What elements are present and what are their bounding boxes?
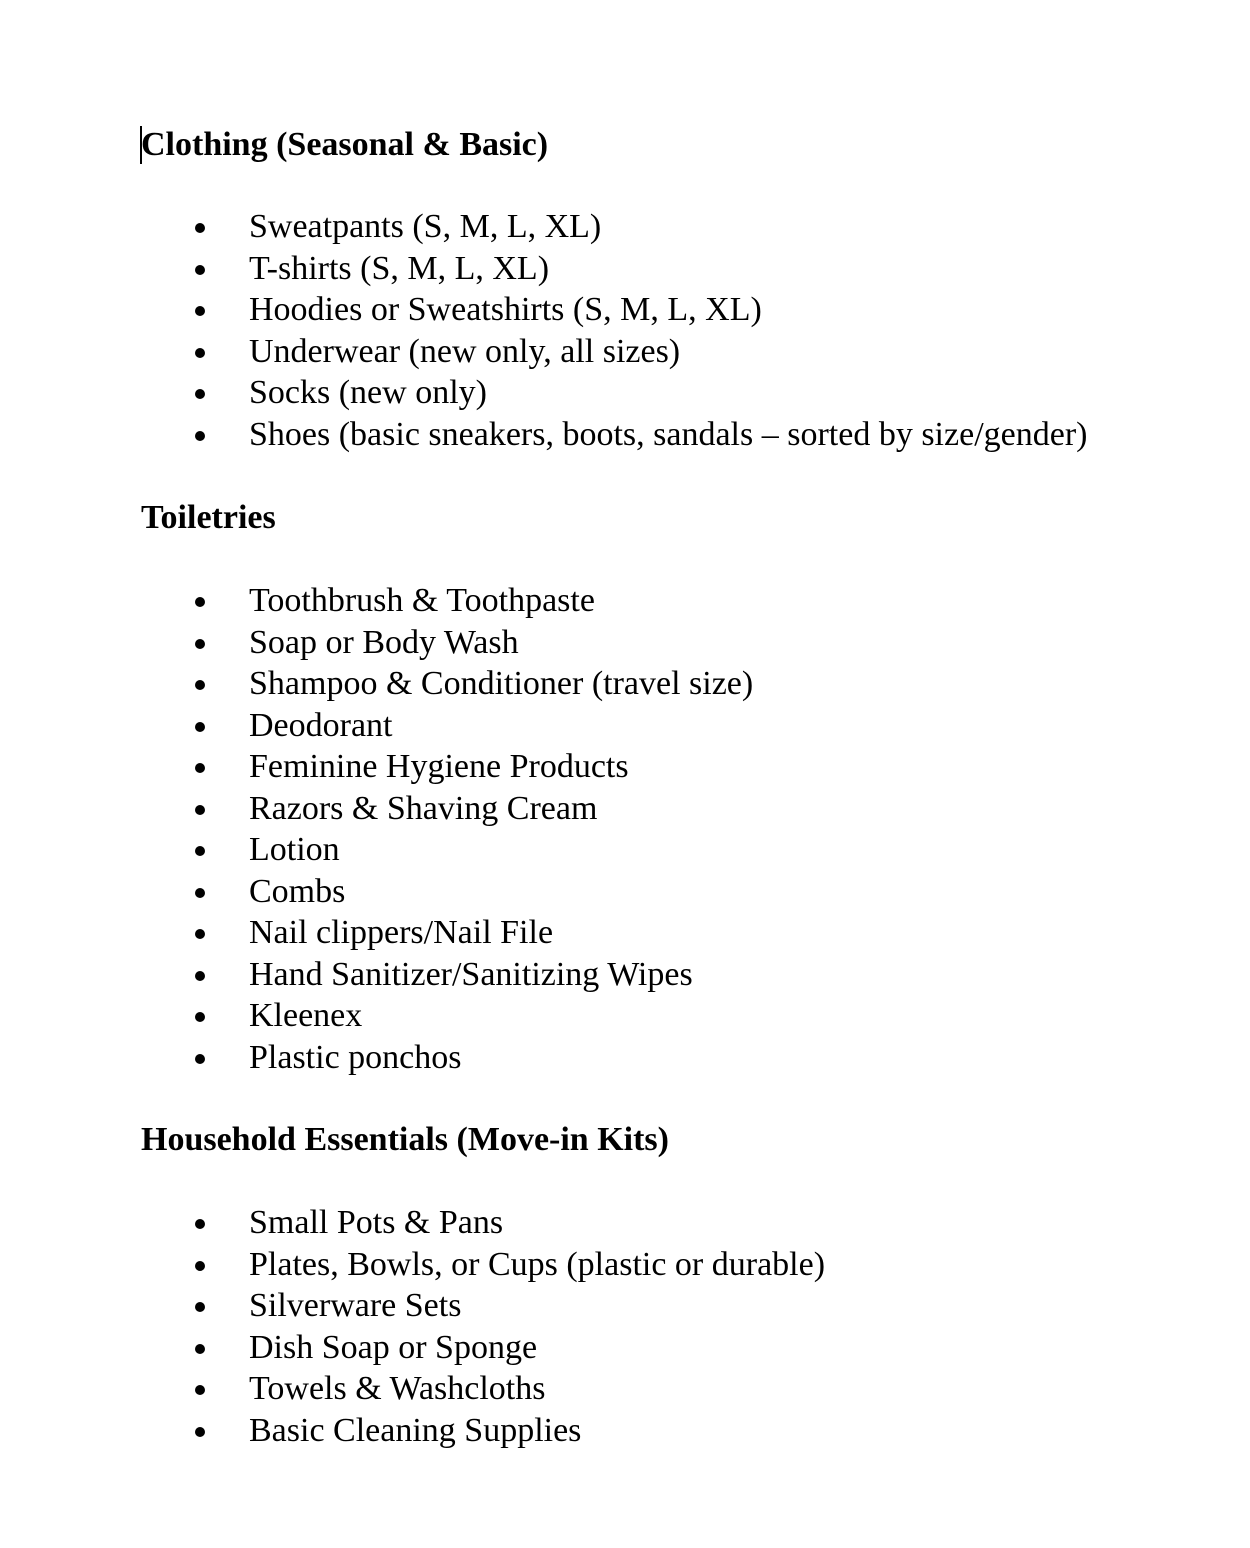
- bullet-icon: [195, 846, 205, 856]
- bullet-icon: [195, 1012, 205, 1022]
- bullet-icon: [195, 763, 205, 773]
- section-heading-clothing[interactable]: Clothing (Seasonal & Basic): [141, 126, 549, 163]
- bullet-icon: [195, 639, 205, 649]
- bullet-icon: [195, 680, 205, 690]
- bullet-icon: [195, 389, 205, 399]
- bullet-icon: [195, 348, 205, 358]
- bullet-icon: [195, 929, 205, 939]
- section-heading-household[interactable]: Household Essentials (Move-in Kits): [141, 1121, 669, 1158]
- bullet-icon: [195, 597, 205, 607]
- bullet-icon: [195, 1261, 205, 1271]
- bullet-icon: [195, 223, 205, 233]
- bullet-icon: [195, 431, 205, 441]
- bullet-icon: [195, 1427, 205, 1437]
- bullet-icon: [195, 1054, 205, 1064]
- bullet-icon: [195, 1344, 205, 1354]
- bullet-icon: [195, 971, 205, 981]
- section-heading-toiletries[interactable]: Toiletries: [141, 499, 276, 536]
- bullet-icon: [195, 265, 205, 275]
- bullet-icon: [195, 1302, 205, 1312]
- bullet-icon: [195, 722, 205, 732]
- bullet-icon: [195, 1385, 205, 1395]
- document-page: Clothing (Seasonal & Basic) Sweatpants (S, M, L, XL) T-shirts (S, M, L, XL) Hoodies or Sweatshirts (S, M, L, XL) Underwear (new only, all sizes) Socks (new only) Shoes (basic sneakers, boots, sandals – sorted by size/gender) Toiletries Toothbrush & Toothpaste Soap or Body Wash Shampoo & Conditioner (travel size) Deodorant Feminine Hygiene Products Razors & Shaving Cream Lotion Combs Nail clippers/Nail File Hand Sanitizer/Sanitizing Wipes Kleenex Plastic ponchos Household Essentials (Move-in Kits) Small Pots & Pans Plates, Bowls, or Cups (plastic or durable) Silverware Sets Dish Soap or Sponge Towels & Washcloths Basic Cleaning Supplies: [141, 126, 1088, 1449]
- bullet-icon: [195, 888, 205, 898]
- bullet-icon: [195, 1219, 205, 1229]
- bullet-icon: [195, 805, 205, 815]
- bullet-icon: [195, 306, 205, 316]
